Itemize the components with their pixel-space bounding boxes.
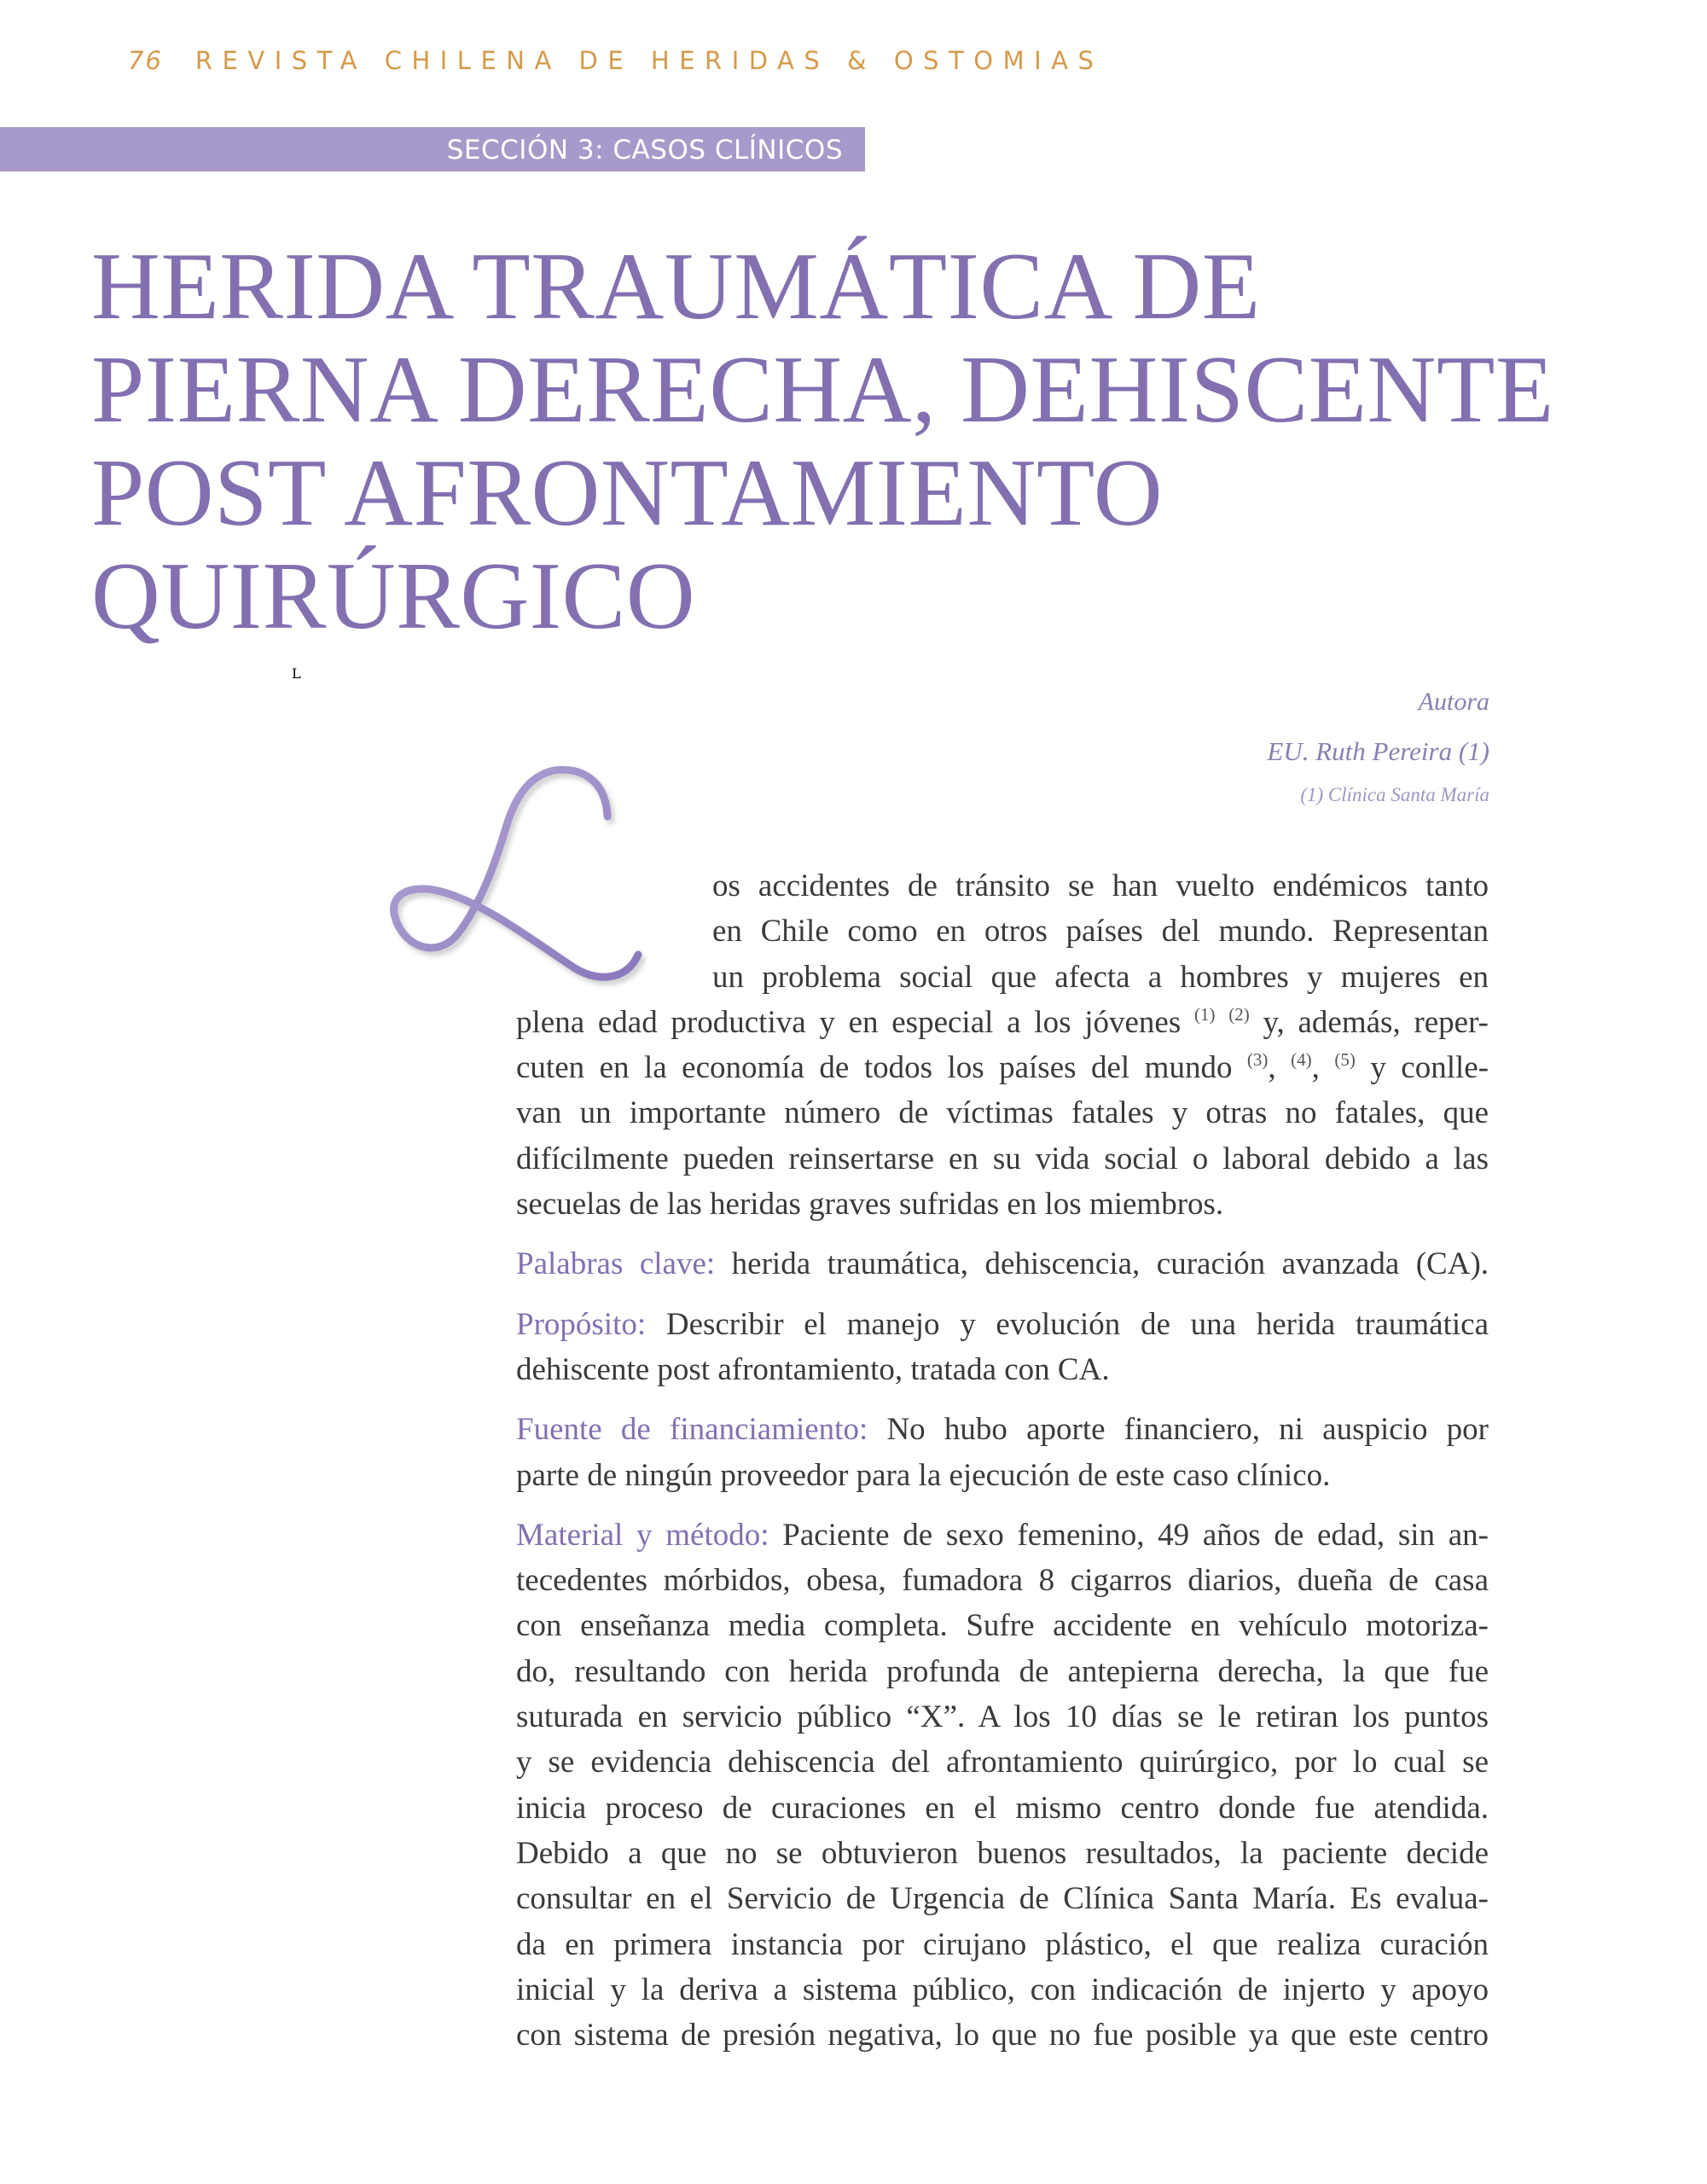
methods-line: tecedentes mórbidos, obesa, fumadora 8 cigarros diarios, dueña de casa [516,1563,1489,1599]
author-block [1267,685,1489,808]
intro-line: en Chile como en otros países del mundo. Representan [712,914,1489,950]
purpose-line [516,1302,1489,1347]
funding-text: No hubo aporte financiero, ni auspicio por [886,1412,1489,1448]
citation: (1) [1193,1003,1216,1025]
page-number: 76 [128,46,163,75]
intro-line: secuelas de las heridas graves sufridas en los miembros. [516,1187,1224,1223]
funding-paragraph [516,1407,1489,1498]
methods-line: consultar en el Servicio de Urgencia de Clínica Santa María. Es evalua- [516,1881,1489,1917]
section-label: SECCIÓN 3: CASOS CLÍNICOS [446,135,843,166]
intro-text: y conlle- [1370,1050,1489,1086]
author-affiliation: (1) Clínica Santa María [1300,784,1489,805]
intro-text: y, además, reper- [1263,1004,1489,1040]
title-line: HERIDA TRAUMÁTICA DE [91,234,1261,340]
methods-text: Paciente de sexo femenino, 49 años de edad, sin an- [782,1517,1489,1553]
methods-line: y se evidencia dehiscencia del afrontamiento quirúrgico, por lo cual se [516,1745,1489,1780]
title-line: PIERNA DERECHA, DEHISCENTE [91,337,1554,443]
author-label: Autora [1418,688,1489,716]
article-body [516,863,1489,2058]
purpose-label: Propósito: [516,1306,647,1342]
intro-paragraph [516,863,1489,1227]
methods-line: con enseñanza media completa. Sufre accidente en vehículo motoriza- [516,1608,1489,1644]
methods-paragraph [516,1513,1489,2059]
citation: (2) [1228,1003,1250,1025]
citation: (3) [1246,1049,1269,1071]
methods-label: Material y método: [516,1517,769,1553]
funding-line: parte de ningún proveedor para la ejecución de este caso clínico. [516,1457,1331,1493]
purpose-paragraph [516,1302,1489,1393]
methods-line: do, resultando con herida profunda de antepierna derecha, la que fue [516,1653,1489,1689]
intro-line: difícilmente pueden reinsertarse en su vida social o laboral debido a las [516,1141,1489,1176]
intro-line: cuten en la economía de todos los países del mundo $^{(3)}$, $^{(4)}$, $^{(5)}$ y conlle- [516,1049,1489,1086]
title-line: POST AFRONTAMIENTO [91,440,1164,546]
title-line: QUIRÚRGICO [91,543,696,649]
citation: (5) [1334,1049,1356,1071]
methods-line: suturada en servicio público “X”. A los 10 días se le retiran los puntos [516,1699,1489,1735]
section-band [0,127,865,171]
running-header [128,46,1103,75]
journal-name: REVISTA CHILENA DE HERIDAS & OSTOMIAS [195,46,1104,75]
methods-line: inicia proceso de curaciones en el mismo centro donde fue atendida. [516,1790,1489,1826]
keywords-line [516,1241,1489,1287]
methods-line: con sistema de presión negativa, lo que no fue posible ya que este centro [516,2018,1489,2053]
keywords-text: herida traumática, dehiscencia, curación avanzada (CA). [731,1246,1489,1282]
funding-line [516,1407,1489,1452]
dropcap-text: L [292,665,301,682]
intro-line [516,1000,1489,1045]
intro-line: un problema social que afecta a hombres y mujeres en [712,959,1489,995]
methods-line [516,1513,1489,1558]
author-name: EU. Ruth Pereira (1) [1267,736,1489,766]
methods-line: inicial y la deriva a sistema público, con indicación de injerto y apoyo [516,1972,1489,2007]
keywords-label: Palabras clave: [516,1246,716,1282]
intro-text: cuten en la economía de todos los países del mundo [516,1050,1233,1086]
citation: (4) [1291,1049,1312,1071]
intro-text: plena edad productiva y en especial a los jóvenes [516,1004,1182,1040]
methods-line: Debido a que no se obtuvieron buenos resultados, la paciente decide [516,1835,1489,1871]
intro-line: os accidentes de tránsito se han vuelto endémicos tanto [712,868,1489,903]
intro-line: van un importante número de víctimas fatales y otras no fatales, que [516,1095,1489,1131]
keywords-paragraph [516,1241,1489,1287]
funding-label: Fuente de financiamiento: [516,1412,868,1448]
article-title [91,235,1559,648]
purpose-line: dehiscente post afrontamiento, tratada con CA. [516,1351,1110,1387]
purpose-text: Describir el manejo y evolución de una herida traumática [665,1306,1489,1342]
methods-line: da en primera instancia por cirujano plástico, el que realiza curación [516,1926,1489,1962]
